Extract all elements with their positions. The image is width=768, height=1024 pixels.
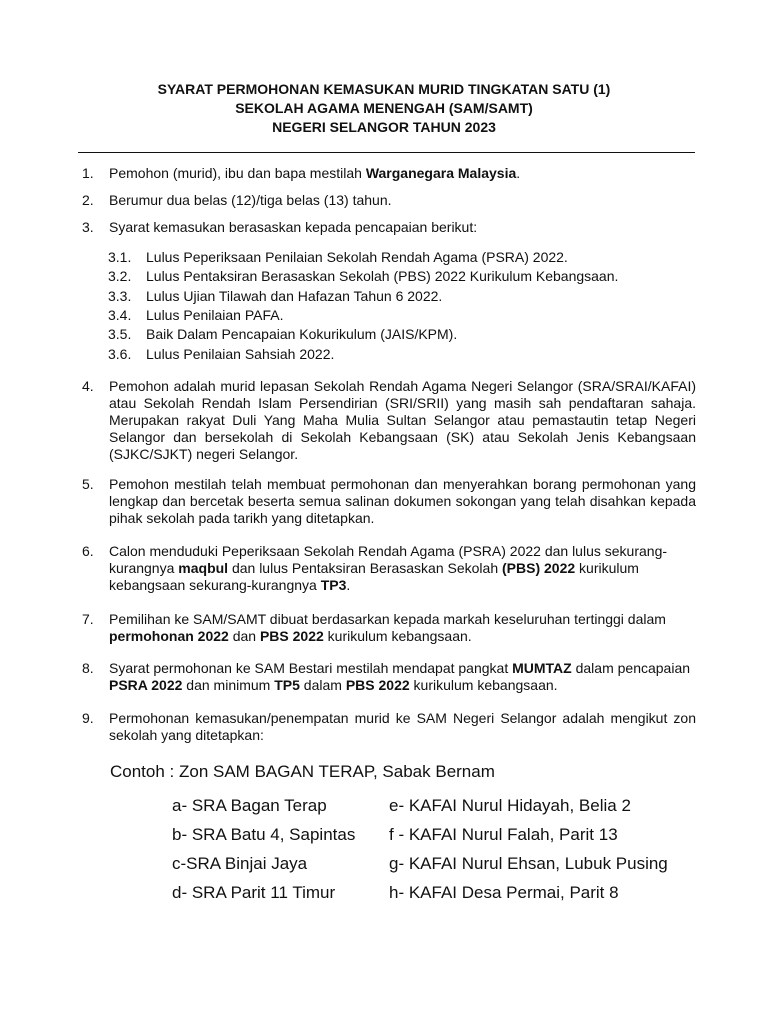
item-text: Pemohon (murid), ibu dan bapa mestilah Warganegara Malaysia.: [109, 165, 521, 181]
sub-item-number: 3.3.: [108, 287, 132, 304]
item-text: Pemilihan ke SAM/SAMT dibuat berdasarkan kepada markah keseluruhan tertinggi dalam permohonan 2022 dan PBS 2022 kurikulum kebangsaan.: [109, 611, 666, 644]
sub-item-number: 3.6.: [108, 345, 132, 362]
school-entry: a- SRA Bagan Terap: [172, 796, 327, 815]
document-title: [0, 80, 768, 137]
sub-item-number: 3.2.: [108, 268, 132, 285]
title-divider: [78, 152, 695, 153]
item-number: 6.: [82, 543, 94, 559]
title-line-3: NEGERI SELANGOR TAHUN 2023: [272, 119, 496, 135]
sub-item-text: Lulus Ujian Tilawah dan Hafazan Tahun 6 2022.: [146, 287, 443, 304]
school-entry: d- SRA Parit 11 Timur: [172, 883, 336, 902]
sub-item-number: 3.1.: [108, 249, 132, 265]
sub-item-text: Lulus Penilaian Sahsiah 2022.: [146, 345, 335, 362]
sub-item-text: Lulus Penilaian PAFA.: [146, 306, 284, 323]
sub-item-number: 3.5.: [108, 326, 132, 343]
item-text: Pemohon mestilah telah membuat permohonan dan menyerahkan borang permohonan yang lengkap dan bercetak beserta semua salinan dokumen sokongan yang telah disahkan kepada pihak sekolah pada tarikh yang ditetapkan.: [109, 476, 696, 526]
item-text: Syarat permohonan ke SAM Bestari mestilah mendapat pangkat MUMTAZ dalam pencapaian PSRA 2022 dan minimum TP5 dalam PBS 2022 kurikulum kebangsaan.: [109, 660, 691, 693]
sub-item-text: Baik Dalam Pencapaian Kokurikulum (JAIS/KPM).: [146, 326, 458, 343]
item-number: 4.: [82, 378, 94, 394]
school-entry: g- KAFAI Nurul Ehsan, Lubuk Pusing: [389, 854, 668, 873]
item-text: Berumur dua belas (12)/tiga belas (13) tahun.: [109, 192, 392, 208]
school-entry: c-SRA Binjai Jaya: [172, 854, 308, 873]
sub-item-text: Lulus Pentaksiran Berasaskan Sekolah (PBS) 2022 Kurikulum Kebangsaan.: [146, 268, 619, 285]
item-number: 8.: [82, 660, 94, 676]
school-entry: h- KAFAI Desa Permai, Parit 8: [389, 883, 619, 902]
item-number: 9.: [82, 710, 94, 726]
example-heading: Contoh : Zon SAM BAGAN TERAP, Sabak Bernam: [110, 762, 495, 781]
item-text: Permohonan kemasukan/penempatan murid ke SAM Negeri Selangor adalah mengikut zon sekolah yang ditetapkan:: [109, 710, 696, 743]
item-number: 3.: [82, 219, 94, 235]
title-line-1: SYARAT PERMOHONAN KEMASUKAN MURID TINGKATAN SATU (1): [157, 81, 611, 97]
item-text: Pemohon adalah murid lepasan Sekolah Rendah Agama Negeri Selangor (SRA/SRAI/KAFAI) atau Sekolah Rendah Islam Persendirian (SRI/SRII) yang masih sah pendaftaran sahaja. Merupakan rakyat Duli Yang Maha Mulia Sultan Selangor atau pemastautin tetap Negeri Selangor dan bersekolah di Sekolah Kebangsaan (SK) atau Sekolah Jenis Kebangsaan (SJKC/SJKT) negeri Selangor.: [109, 378, 696, 462]
school-entry: b- SRA Batu 4, Sapintas: [172, 825, 356, 844]
item-text: Syarat kemasukan berasaskan kepada pencapaian berikut:: [109, 219, 478, 235]
sub-item-text: Lulus Peperiksaan Penilaian Sekolah Rendah Agama (PSRA) 2022.: [146, 249, 568, 265]
item-number: 7.: [82, 611, 94, 627]
sub-item-number: 3.4.: [108, 306, 132, 323]
school-entry: e- KAFAI Nurul Hidayah, Belia 2: [389, 796, 631, 815]
school-entry: f - KAFAI Nurul Falah, Parit 13: [389, 825, 618, 844]
item-number: 1.: [82, 165, 94, 181]
item-text: Calon menduduki Peperiksaan Sekolah Rendah Agama (PSRA) 2022 dan lulus sekurang-kurangnya maqbul dan lulus Pentaksiran Berasaskan Sekolah (PBS) 2022 kurikulum kebangsaan sekurang-kurangnya TP3.: [109, 543, 668, 593]
title-line-2: SEKOLAH AGAMA MENENGAH (SAM/SAMT): [235, 100, 533, 116]
item-number: 5.: [82, 476, 94, 492]
item-number: 2.: [82, 192, 94, 208]
